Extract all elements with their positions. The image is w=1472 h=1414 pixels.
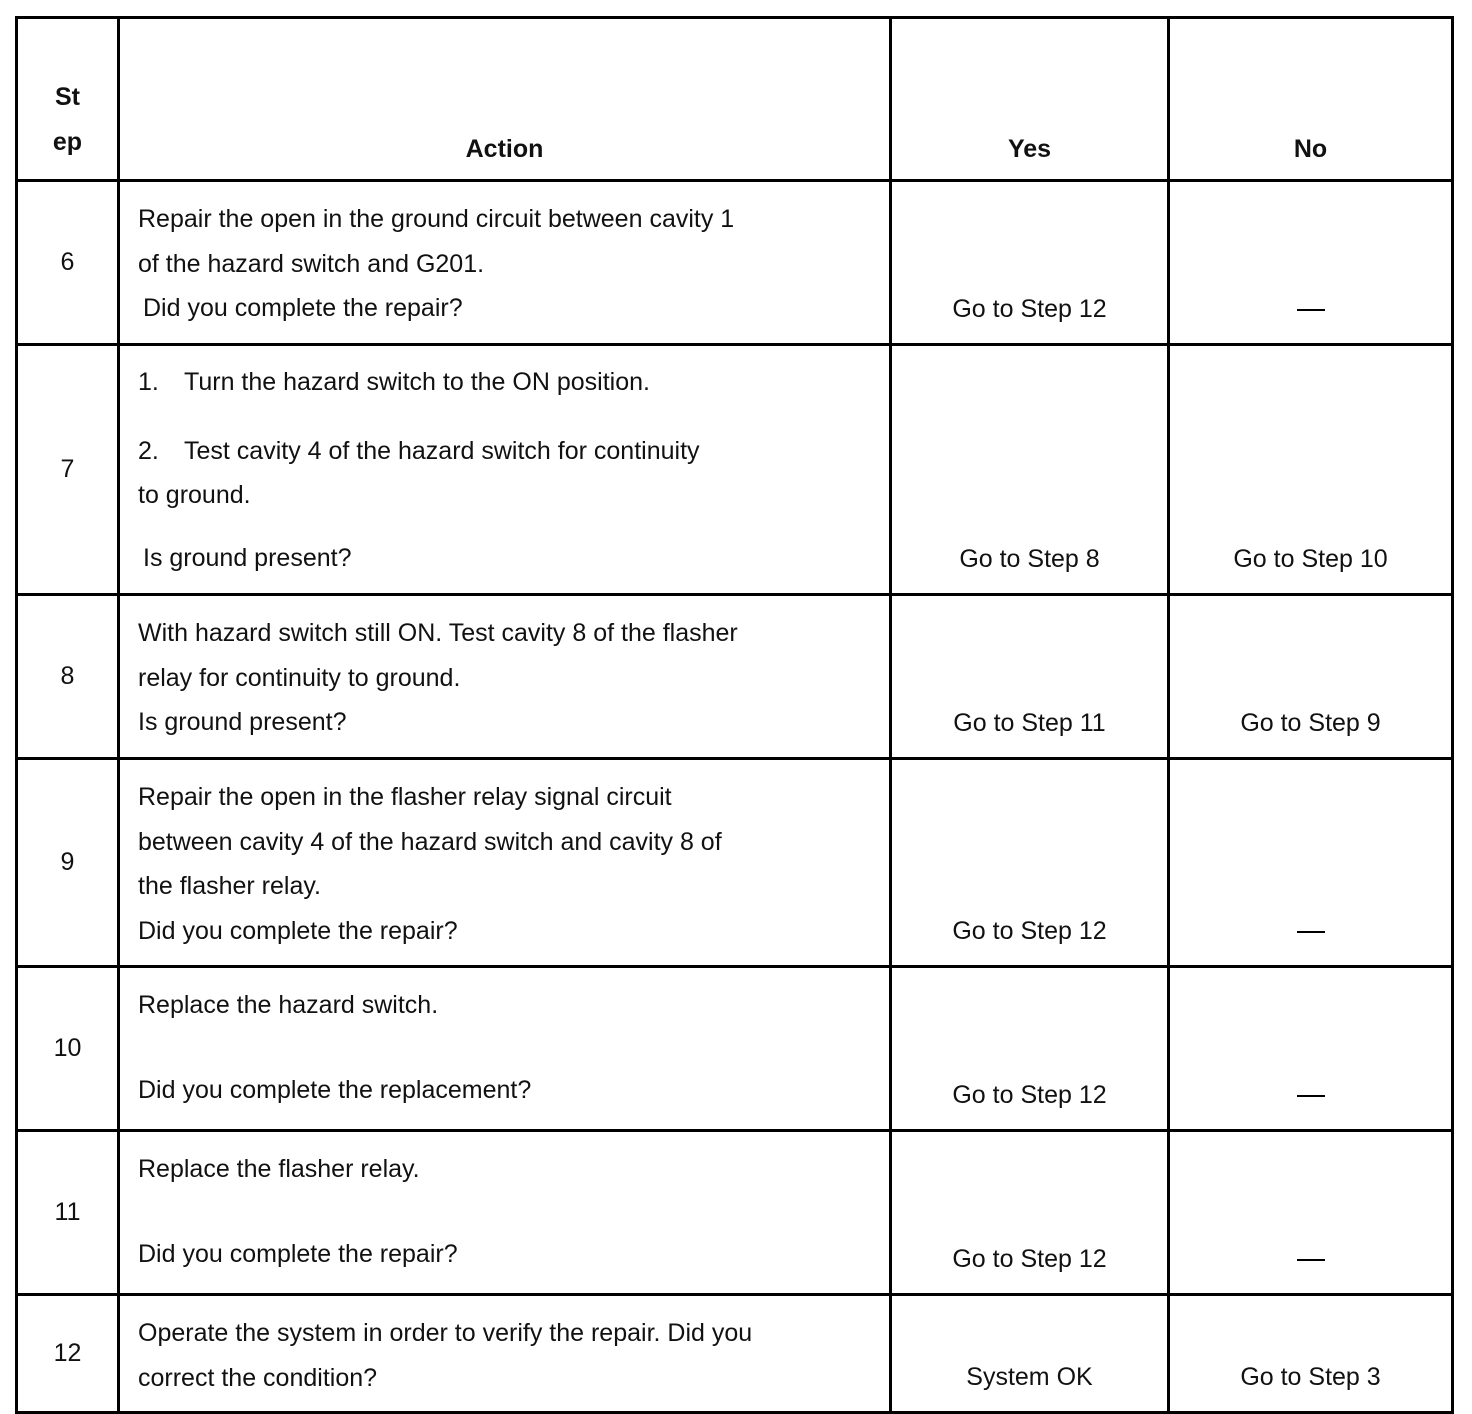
table-row [17, 181, 1453, 345]
action-text: Operate the system in order to verify the repair. Did you correct the condition? [119, 1295, 891, 1413]
step-number: 7 [17, 345, 119, 595]
table-row [17, 967, 1453, 1131]
action-text: With hazard switch still ON. Test cavity 8 of the flasher relay for continuity to ground. Is ground present? [119, 595, 891, 759]
table-row [17, 1131, 1453, 1295]
no-result: Go to Step 3 [1169, 1295, 1453, 1413]
step-number: 6 [17, 181, 119, 345]
step-number: 12 [17, 1295, 119, 1413]
yes-result: Go to Step 12 [891, 181, 1169, 345]
no-result [1169, 967, 1453, 1131]
action-text: Repair the open in the flasher relay signal circuit between cavity 4 of the hazard switch and cavity 8 of the flasher relay. Did you complete the repair? [119, 759, 891, 967]
dash-mark [1297, 1259, 1325, 1261]
step-number: 9 [17, 759, 119, 967]
table-row [17, 1295, 1453, 1413]
yes-result: Go to Step 11 [891, 595, 1169, 759]
no-result [1169, 1131, 1453, 1295]
dash-mark [1297, 1095, 1325, 1097]
header-row [17, 18, 1453, 181]
action-text: Replace the flasher relay. Did you complete the repair? [119, 1131, 891, 1295]
yes-result: Go to Step 8 [891, 345, 1169, 595]
table-row [17, 595, 1453, 759]
yes-result: System OK [891, 1295, 1169, 1413]
table-row [17, 345, 1453, 595]
action-text: 1. Turn the hazard switch to the ON position. 2. Test cavity 4 of the hazard switch for continuity to ground. Is ground present? [119, 345, 891, 595]
header-action: Action [119, 18, 891, 181]
action-text: Repair the open in the ground circuit between cavity 1 of the hazard switch and G201. Did you complete the repair? [119, 181, 891, 345]
step-number: 11 [17, 1131, 119, 1295]
header-no: No [1169, 18, 1453, 181]
step-number: 8 [17, 595, 119, 759]
yes-result: Go to Step 12 [891, 967, 1169, 1131]
no-result: Go to Step 9 [1169, 595, 1453, 759]
no-result [1169, 181, 1453, 345]
diagnostic-table [15, 16, 1454, 1414]
header-step: St ep [17, 18, 119, 181]
table-row [17, 759, 1453, 967]
no-result [1169, 759, 1453, 967]
header-yes: Yes [891, 18, 1169, 181]
dash-mark [1297, 309, 1325, 311]
dash-mark [1297, 931, 1325, 933]
action-text: Replace the hazard switch. Did you complete the replacement? [119, 967, 891, 1131]
step-number: 10 [17, 967, 119, 1131]
no-result: Go to Step 10 [1169, 345, 1453, 595]
yes-result: Go to Step 12 [891, 1131, 1169, 1295]
yes-result: Go to Step 12 [891, 759, 1169, 967]
